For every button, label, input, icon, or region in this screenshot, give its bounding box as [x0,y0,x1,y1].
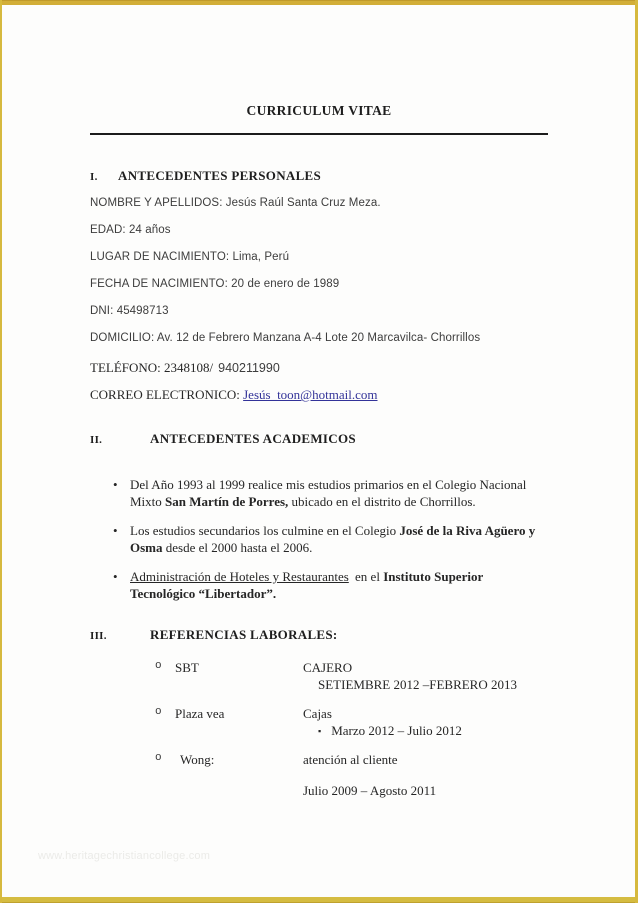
personal-field-edad: EDAD: 24 años [90,224,171,236]
section-label: ANTECEDENTES ACADEMICOS [150,431,356,446]
bullet-text [113,523,550,556]
personal-field-nombre: NOMBRE Y APELLIDOS: Jesús Raúl Santa Cruz Meza. [90,197,381,209]
section-number: II. [90,434,103,446]
frame-bottom-bar [0,897,638,903]
circle-bullet-icon: o [155,660,162,672]
personal-field-dni: DNI: 45498713 [90,305,169,317]
correo-line [90,387,548,403]
section-heading-personales [90,168,548,184]
education-bullet-item [113,569,550,602]
section-label: ANTECEDENTES PERSONALES [118,168,322,183]
text-segment: en el [351,569,384,584]
frame-left-edge [0,0,2,903]
page-title: CURRICULUM VITAE [246,103,392,118]
email-link[interactable]: Jesús_toon@hotmail.com [243,387,378,402]
text-segment: ubicado en el distrito de Chorrillos. [288,493,476,509]
job-role: CAJERO [303,660,353,675]
telefono-line [90,360,548,376]
education-bullet-item [113,523,550,556]
job-role: atención al cliente [303,752,398,767]
correo-label: CORREO ELECTRONICO: [90,387,244,402]
company-name: SBT [175,660,199,675]
bullet-icon: • [113,477,118,492]
telefono-mobile-number: 940211990 [218,361,280,375]
square-bullet-icon: ▪ [318,726,322,736]
text-segment-bold: Instituto Superior Tecnológico “Libertador”. [130,569,483,601]
job-period: SETIEMBRE 2012 –FEBRERO 2013 [318,677,517,692]
text-segment: Del Año 1993 al 1999 realice mis estudios primarios en el Colegio Nacional Mixto [130,477,527,509]
bullet-text [113,569,550,602]
title-divider [90,133,548,135]
personal-field-fecha-nacimiento: FECHA DE NACIMIENTO: 20 de enero de 1989 [90,278,340,290]
job-role: Cajas [303,706,332,721]
bullet-icon: • [113,569,118,584]
section-label: REFERENCIAS LABORALES: [150,627,338,642]
company-name: Wong: [180,752,215,767]
section-heading-laborales [90,627,548,643]
company-name: Plaza vea [175,706,225,721]
watermark-url: www.heritagechristiancollege.com [38,850,211,862]
text-segment: desde el 2000 hasta el 2006. [162,539,313,555]
education-bullet-item [113,477,550,510]
personal-field-lugar-nacimiento: LUGAR DE NACIMIENTO: Lima, Perú [90,251,290,263]
text-segment-bold: José de la Riva Agüero y Osma [130,523,536,555]
personal-field-domicilio: DOMICILIO: Av. 12 de Febrero Manzana A-4 Lote 20 Marcavilca- Chorrillos [90,332,481,344]
text-segment: Los estudios secundarios los culmine en el Colegio [130,523,400,538]
section-number: III. [90,630,107,642]
text-segment-underlined: Administración de Hoteles y Restaurantes [130,569,349,584]
section-number: I. [90,171,98,183]
text-segment-bold: San Martín de Porres, [165,493,289,509]
job-period: Julio 2009 – Agosto 2011 [303,783,437,798]
job-period-text: Marzo 2012 – Julio 2012 [331,723,462,738]
job-row-sbt [90,660,548,677]
bullet-icon: • [113,523,118,538]
circle-bullet-icon: o [155,752,162,764]
bullet-text [113,477,550,510]
section-heading-academicos [90,431,548,447]
job-row-wong [90,752,548,769]
circle-bullet-icon: o [155,706,162,718]
job-period [318,723,462,739]
frame-top-bar [0,0,638,5]
telefono-label: TELÉFONO: 2348108/ [90,360,214,375]
job-row-plaza-vea [90,706,548,723]
